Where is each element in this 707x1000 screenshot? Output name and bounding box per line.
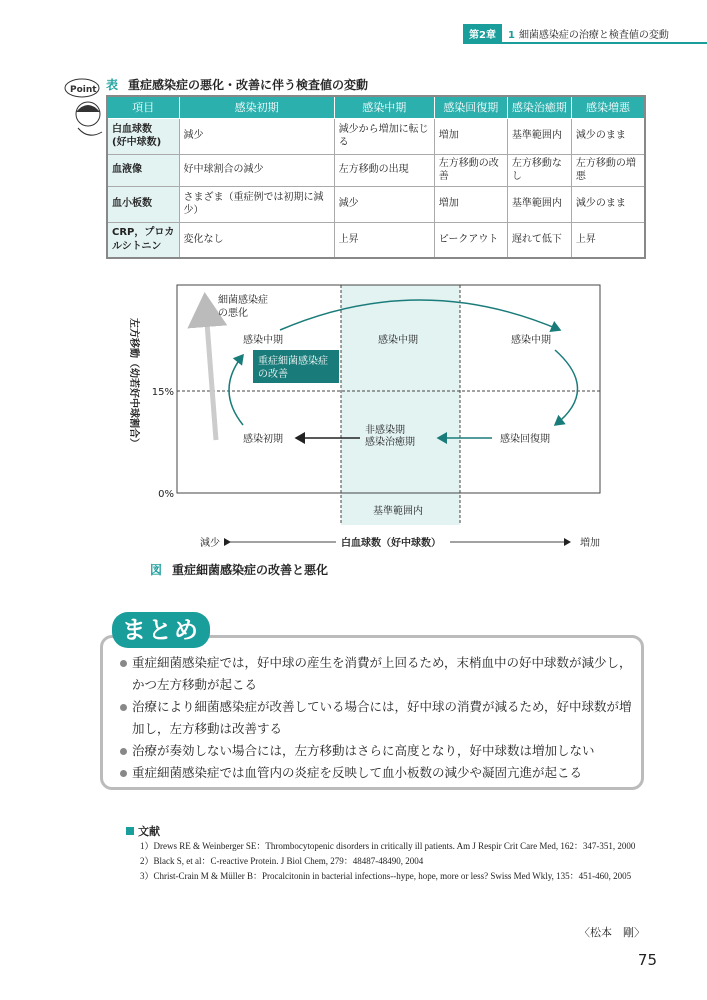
figure-label: 図 <box>150 563 163 577</box>
row-header: 血液像 <box>107 154 179 186</box>
diagram <box>0 280 707 580</box>
table-cell: 減少のまま <box>571 186 645 222</box>
section-title: 細菌感染症の治療と検査値の変動 <box>518 29 669 41</box>
table-cell: 好中球割合の減少 <box>179 154 334 186</box>
table-cell: 減少 <box>179 118 334 154</box>
chapter-badge: 第2章 <box>463 24 502 42</box>
reference-item: 1）Drews RE & Weinberger SE：Thrombocytopenic disorders in critically ill patients. Am J Respir Crit Care Med, 162：347-351, 2000 <box>140 841 636 851</box>
table-cell: 減少 <box>334 186 434 222</box>
x-left-label: 減少 <box>200 538 220 549</box>
x-axis-label: 白血球数（好中球数） <box>341 538 441 549</box>
summary-item: 重症細菌感染症では血管内の炎症を反映して血小板数の減少や凝固亢進が起こる <box>118 762 638 784</box>
table-cell: 上昇 <box>571 222 645 258</box>
column-header: 感染中期 <box>334 96 434 118</box>
worsen-arrow <box>205 297 216 440</box>
y-tick-0: 0% <box>158 489 174 500</box>
worsen-label: 細菌感染症の悪化 <box>218 295 268 319</box>
summary-item: 重症細菌感染症では，好中球の産生を消費が上回るため，末梢血中の好中球数が減少し，かつ左方移動が起こる <box>118 652 638 696</box>
column-header: 感染増悪 <box>571 96 645 118</box>
row-header: CRP，プロカルシトニン <box>107 222 179 258</box>
table-title: 重症感染症の悪化・改善に伴う検査値の変動 <box>128 78 369 92</box>
table-cell: 増加 <box>434 186 507 222</box>
table-cell: ピークアウト <box>434 222 507 258</box>
improve-label: 重症細菌感染症の改善 <box>258 356 328 380</box>
table-row <box>107 154 645 186</box>
reference-item: 3）Christ-Crain M & Müller B：Procalcitonin in bacterial infections--hype, hope, more or less? Swiss Med Wkly, 135：451-460, 2005 <box>140 871 632 881</box>
table-cell: さまざま（重症例では初期に減少） <box>179 186 334 222</box>
table-cell: 左方移動の改善 <box>434 154 507 186</box>
table-cell: 減少から増加に転じる <box>334 118 434 154</box>
y-tick-15: 15% <box>151 387 174 398</box>
header-rule <box>463 42 707 44</box>
stage-early: 感染初期 <box>243 434 283 445</box>
table-cell: 増加 <box>434 118 507 154</box>
stage-mid-left: 感染中期 <box>243 335 283 346</box>
column-header: 感染回復期 <box>434 96 507 118</box>
lab-values-table <box>106 95 646 259</box>
y-axis-label: 左方移動（幼若好中球割合） <box>128 318 139 448</box>
table-cell: 左方移動の出現 <box>334 154 434 186</box>
x-right-label: 増加 <box>580 538 600 549</box>
stage-recovery: 感染回復期 <box>500 434 550 445</box>
table-label: 表 <box>106 78 119 92</box>
stage-mid-right: 感染中期 <box>511 335 551 346</box>
section-number: 1 <box>507 29 515 41</box>
summary-list <box>118 652 638 784</box>
normal-range-label: 基準範囲内 <box>373 506 423 517</box>
column-header: 項目 <box>107 96 179 118</box>
table-row <box>107 222 645 258</box>
table-row <box>107 118 645 154</box>
table-cell: 遅れて低下 <box>507 222 571 258</box>
column-header: 感染治癒期 <box>507 96 571 118</box>
row-header: 白血球数 (好中球数) <box>107 118 179 154</box>
author: 〈松本 剛〉 <box>579 926 645 939</box>
table-cell: 左方移動の増悪 <box>571 154 645 186</box>
point-mascot-icon <box>62 76 106 146</box>
table-cell: 減少のまま <box>571 118 645 154</box>
table-cell: 上昇 <box>334 222 434 258</box>
normal-range-band <box>341 285 460 525</box>
summary-item: 治療が奏効しない場合には，左方移動はさらに高度となり，好中球数は増加しない <box>118 740 638 762</box>
table-row <box>107 186 645 222</box>
running-header <box>463 24 669 42</box>
figure-title: 重症細菌感染症の改善と悪化 <box>172 563 329 577</box>
row-header: 血小板数 <box>107 186 179 222</box>
table-header-row <box>107 96 645 118</box>
column-header: 感染初期 <box>179 96 334 118</box>
references-list <box>140 840 650 885</box>
reference-item: 2）Black S, et al：C-reactive Protein. J Biol Chem, 279：48487-48490, 2004 <box>140 856 424 866</box>
square-bullet-icon <box>126 827 134 835</box>
table-cell: 変化なし <box>179 222 334 258</box>
references-heading: 文献 <box>138 825 160 838</box>
stage-mid-center: 感染中期 <box>378 335 418 346</box>
page-number: 75 <box>637 951 657 969</box>
summary-title: まとめ <box>112 612 210 648</box>
table-cell: 基準範囲内 <box>507 118 571 154</box>
point-badge: Point <box>70 85 97 95</box>
summary-item: 治療により細菌感染症が改善している場合には，好中球の消費が減るため，好中球数が増加し，左方移動は改善する <box>118 696 638 740</box>
table-cell: 左方移動なし <box>507 154 571 186</box>
table-cell: 基準範囲内 <box>507 186 571 222</box>
stage-cure: 非感染期感染治癒期 <box>365 425 415 448</box>
